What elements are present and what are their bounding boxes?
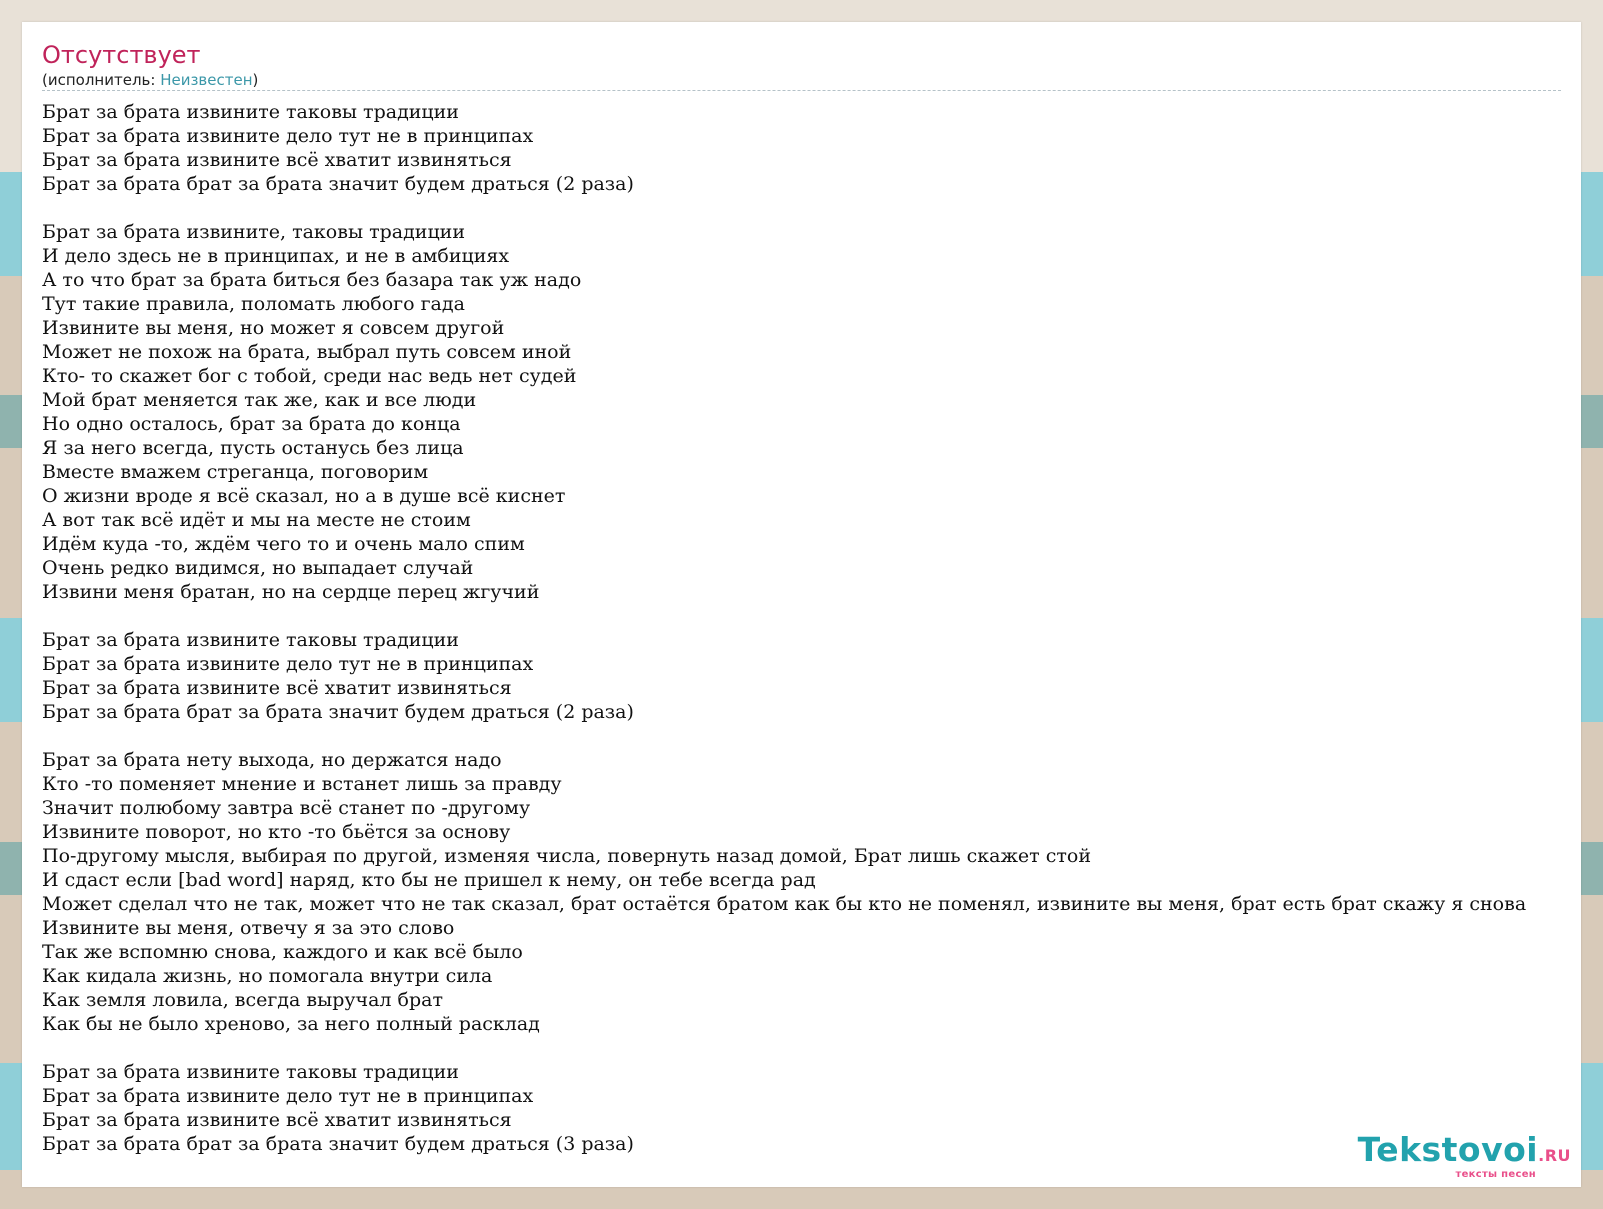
lyric-line: Извините вы меня, отвечу я за это слово [42, 917, 455, 939]
lyric-line: Брат за брата брат за брата значит будем драться (3 раза) [42, 1133, 634, 1155]
lyric-line: Брат за брата извините таковы традиции [42, 629, 459, 651]
lyric-line: Я за него всегда, пусть останусь без лица [42, 437, 464, 459]
lyric-line: Кто- то скажет бог с тобой, среди нас ведь нет судей [42, 365, 577, 387]
lyric-line: Как кидала жизнь, но помогала внутри сила [42, 965, 493, 987]
lyric-line: Мой брат меняется так же, как и все люди [42, 389, 477, 411]
lyric-line: Идём куда -то, ждём чего то и очень мало спим [42, 533, 525, 555]
lyric-line: Очень редко видимся, но выпадает случай [42, 557, 474, 579]
logo-tagline: тексты песен [1455, 1169, 1536, 1180]
lyric-line: Брат за брата извините таковы традиции [42, 101, 459, 123]
lyrics-text [42, 100, 1581, 1156]
logo-wordmark: Tekstovoi [1357, 1130, 1539, 1169]
lyric-line: Брат за брата извините таковы традиции [42, 1061, 459, 1083]
lyric-line: О жизни вроде я всё сказал, но а в душе всё киснет [42, 485, 566, 507]
lyric-line: Как бы не было хреново, за него полный расклад [42, 1013, 540, 1035]
lyrics-card [22, 22, 1581, 1187]
lyric-line: Брат за брата извините всё хватит извиняться [42, 149, 512, 171]
lyric-line: Вместе вмажем стреганца, поговорим [42, 461, 429, 483]
lyric-line: А вот так всё идёт и мы на месте не стоим [42, 509, 471, 531]
lyric-line: Тут такие правила, поломать любого гада [42, 293, 465, 315]
artist-prefix: (исполнитель: [42, 71, 161, 89]
lyric-line: Брат за брата брат за брата значит будем драться (2 раза) [42, 701, 634, 723]
lyric-line: Как земля ловила, всегда выручал брат [42, 989, 443, 1011]
lyric-line: По-другому мысля, выбирая по другой, изменяя числа, повернуть назад домой, Брат лишь скажет стой [42, 845, 1091, 867]
lyric-line: Кто -то поменяет мнение и встанет лишь за правду [42, 773, 562, 795]
logo-domain: .RU [1538, 1146, 1571, 1165]
lyric-line: Извини меня братан, но на сердце перец жгучий [42, 581, 540, 603]
lyric-line: Брат за брата извините дело тут не в принципах [42, 653, 534, 675]
title-divider [42, 90, 1561, 91]
lyric-line: Может не похож на брата, выбрал путь совсем иной [42, 341, 572, 363]
lyric-line: Брат за брата извините дело тут не в принципах [42, 125, 534, 147]
stanza-break [42, 604, 1581, 628]
lyric-line: И сдаст если [bad word] наряд, кто бы не пришел к нему, он тебе всегда рад [42, 869, 816, 891]
lyric-line: Так же вспомню снова, каждого и как всё было [42, 941, 523, 963]
stanza-break [42, 196, 1581, 220]
lyric-line: Может сделал что не так, может что не так сказал, брат остаётся братом как бы кто не поменял, извините вы меня, брат есть брат скажу я снова [42, 893, 1527, 915]
artist-link[interactable]: Неизвестен [160, 71, 253, 89]
stanza-break [42, 1036, 1581, 1060]
lyric-line: Извините поворот, но кто -то бьётся за основу [42, 821, 511, 843]
lyric-line: Значит полюбому завтра всё станет по -другому [42, 797, 531, 819]
lyric-line: Брат за брата извините дело тут не в принципах [42, 1085, 534, 1107]
site-logo[interactable] [1357, 1130, 1571, 1181]
lyric-line: И дело здесь не в принципах, и не в амбициях [42, 245, 510, 267]
lyric-line: Брат за брата нету выхода, но держатся надо [42, 749, 502, 771]
lyric-line: Брат за брата извините всё хватит извиняться [42, 677, 512, 699]
lyric-line: Брат за брата извините всё хватит извиняться [42, 1109, 512, 1131]
lyric-line: Брат за брата брат за брата значит будем драться (2 раза) [42, 173, 634, 195]
stanza-break [42, 724, 1581, 748]
artist-line [42, 70, 258, 90]
lyric-line: Извините вы меня, но может я совсем другой [42, 317, 505, 339]
lyric-line: А то что брат за брата биться без базара так уж надо [42, 269, 582, 291]
lyric-line: Брат за брата извините, таковы традиции [42, 221, 466, 243]
artist-suffix: ) [252, 71, 259, 89]
song-title: Отсутствует [42, 41, 201, 69]
lyric-line: Но одно осталось, брат за брата до конца [42, 413, 461, 435]
